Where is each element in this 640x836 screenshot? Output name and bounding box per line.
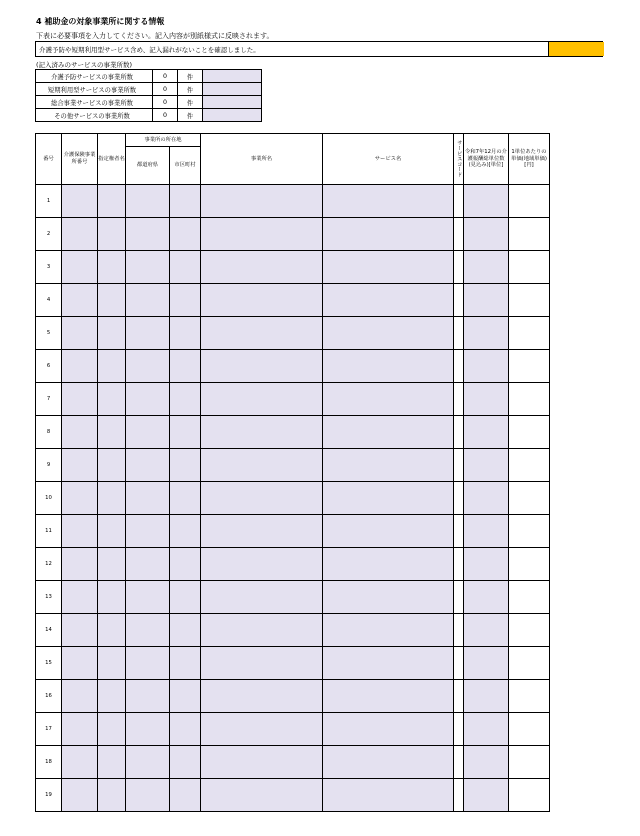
unit-price-cell [509,482,550,515]
service-code-cell [454,251,464,284]
office-name-cell[interactable] [201,680,323,713]
designator-cell[interactable] [98,746,126,779]
unit-price-cell [509,515,550,548]
city-cell[interactable] [170,251,201,284]
table-row [36,680,550,713]
office-number-cell[interactable] [62,614,98,647]
office-number-cell[interactable] [62,185,98,218]
summary-row [36,83,262,96]
row-number: 7 [36,383,62,416]
units-cell[interactable] [464,482,509,515]
table-row [36,548,550,581]
service-code-cell [454,416,464,449]
office-number-cell[interactable] [62,284,98,317]
prefecture-cell[interactable] [126,350,170,383]
office-name-cell[interactable] [201,416,323,449]
unit-price-cell [509,416,550,449]
service-name-cell[interactable] [323,647,454,680]
table-row [36,746,550,779]
city-cell[interactable] [170,383,201,416]
service-code-cell [454,713,464,746]
prefecture-cell[interactable] [126,284,170,317]
unit-price-cell [509,581,550,614]
table-row [36,482,550,515]
units-cell[interactable] [464,350,509,383]
confirmation-row [35,41,603,57]
header-service-code: サービスコード [454,134,464,185]
office-number-cell[interactable] [62,647,98,680]
designator-cell[interactable] [98,680,126,713]
unit-price-cell [509,614,550,647]
table-row [36,284,550,317]
city-cell[interactable] [170,449,201,482]
prefecture-cell[interactable] [126,383,170,416]
instruction-text: 下表に必要事項を入力してください。記入内容が別紙様式に反映されます。 [36,32,274,40]
units-cell[interactable] [464,515,509,548]
unit-price-cell [509,548,550,581]
table-row [36,383,550,416]
designator-cell[interactable] [98,251,126,284]
service-code-cell [454,317,464,350]
service-name-cell[interactable] [323,614,454,647]
office-number-cell[interactable] [62,581,98,614]
designator-cell[interactable] [98,779,126,812]
summary-row [36,70,262,83]
service-code-cell [454,614,464,647]
service-name-cell[interactable] [323,416,454,449]
city-cell[interactable] [170,482,201,515]
table-row [36,350,550,383]
service-code-cell [454,449,464,482]
prefecture-cell[interactable] [126,416,170,449]
office-name-cell[interactable] [201,515,323,548]
service-code-cell [454,515,464,548]
office-number-cell[interactable] [62,779,98,812]
office-number-cell[interactable] [62,680,98,713]
row-number: 16 [36,680,62,713]
office-name-cell[interactable] [201,482,323,515]
city-cell[interactable] [170,680,201,713]
header-prefecture: 都道府県 [126,147,170,185]
row-number: 8 [36,416,62,449]
office-name-cell[interactable] [201,317,323,350]
table-row [36,581,550,614]
service-code-cell [454,680,464,713]
row-number: 17 [36,713,62,746]
table-row [36,713,550,746]
confirmation-label: 介護予防や短期利用型サービス含め、記入漏れがないことを確認しました。 [39,46,260,54]
unit-price-cell [509,449,550,482]
row-number: 6 [36,350,62,383]
office-number-cell[interactable] [62,416,98,449]
summary-count: 0 [153,83,178,96]
unit-price-cell [509,746,550,779]
row-number: 19 [36,779,62,812]
prefecture-cell[interactable] [126,185,170,218]
row-number: 13 [36,581,62,614]
prefecture-cell[interactable] [126,515,170,548]
service-code-cell [454,383,464,416]
unit-price-cell [509,185,550,218]
city-cell[interactable] [170,548,201,581]
service-code-cell [454,581,464,614]
office-name-cell[interactable] [201,383,323,416]
header-office-name: 事業所名 [201,134,323,185]
prefecture-cell[interactable] [126,713,170,746]
office-name-cell[interactable] [201,647,323,680]
unit-price-cell [509,680,550,713]
unit-price-cell [509,383,550,416]
office-name-cell[interactable] [201,713,323,746]
units-cell[interactable] [464,779,509,812]
summary-input-cell[interactable] [203,96,262,109]
service-name-cell[interactable] [323,185,454,218]
service-code-cell [454,548,464,581]
designator-cell[interactable] [98,449,126,482]
office-name-cell[interactable] [201,350,323,383]
units-cell[interactable] [464,383,509,416]
office-number-cell[interactable] [62,713,98,746]
city-cell[interactable] [170,185,201,218]
city-cell[interactable] [170,647,201,680]
office-number-cell[interactable] [62,317,98,350]
units-cell[interactable] [464,218,509,251]
header-units: 令和7年12月の介護報酬総単位数(見込み)[単位] [464,134,509,185]
table-row [36,515,550,548]
service-name-cell[interactable] [323,680,454,713]
row-number: 10 [36,482,62,515]
service-name-cell[interactable] [323,746,454,779]
facility-table [35,133,550,812]
prefecture-cell[interactable] [126,614,170,647]
units-cell[interactable] [464,713,509,746]
prefecture-cell[interactable] [126,218,170,251]
office-name-cell[interactable] [201,746,323,779]
prefecture-cell[interactable] [126,581,170,614]
row-number: 11 [36,515,62,548]
unit-price-cell [509,647,550,680]
summary-label: 短期利用型サービスの事業所数 [36,83,153,96]
unit-price-cell [509,713,550,746]
service-name-cell[interactable] [323,779,454,812]
designator-cell[interactable] [98,383,126,416]
summary-unit: 件 [178,83,203,96]
unit-price-cell [509,317,550,350]
summary-label: その他サービスの事業所数 [36,109,153,122]
table-row [36,218,550,251]
row-number: 18 [36,746,62,779]
service-name-cell[interactable] [323,581,454,614]
summary-table [35,69,262,122]
row-number: 1 [36,185,62,218]
summary-input-cell[interactable] [203,70,262,83]
summary-unit: 件 [178,109,203,122]
service-code-cell [454,779,464,812]
service-code-cell [454,746,464,779]
prefecture-cell[interactable] [126,680,170,713]
service-name-cell[interactable] [323,284,454,317]
designator-cell[interactable] [98,416,126,449]
prefecture-cell[interactable] [126,746,170,779]
prefecture-cell[interactable] [126,449,170,482]
table-row [36,779,550,812]
units-cell[interactable] [464,680,509,713]
unit-price-cell [509,779,550,812]
service-code-cell [454,284,464,317]
office-number-cell[interactable] [62,746,98,779]
units-cell[interactable] [464,185,509,218]
units-cell[interactable] [464,317,509,350]
summary-unit: 件 [178,96,203,109]
unit-price-cell [509,284,550,317]
unit-price-cell [509,251,550,284]
designator-cell[interactable] [98,614,126,647]
header-unit-price: 1単位あたりの単価(地域単価)[円] [509,134,550,185]
service-name-cell[interactable] [323,548,454,581]
office-name-cell[interactable] [201,581,323,614]
office-number-cell[interactable] [62,383,98,416]
city-cell[interactable] [170,515,201,548]
service-name-cell[interactable] [323,383,454,416]
office-number-cell[interactable] [62,350,98,383]
units-cell[interactable] [464,548,509,581]
city-cell[interactable] [170,350,201,383]
prefecture-cell[interactable] [126,317,170,350]
row-number: 14 [36,614,62,647]
table-row [36,647,550,680]
units-cell[interactable] [464,581,509,614]
units-cell[interactable] [464,449,509,482]
summary-count: 0 [153,70,178,83]
city-cell[interactable] [170,614,201,647]
service-name-cell[interactable] [323,449,454,482]
designator-cell[interactable] [98,317,126,350]
office-number-cell[interactable] [62,482,98,515]
service-code-cell [454,482,464,515]
office-name-cell[interactable] [201,449,323,482]
city-cell[interactable] [170,317,201,350]
summary-row [36,96,262,109]
designator-cell[interactable] [98,350,126,383]
row-number: 4 [36,284,62,317]
designator-cell[interactable] [98,185,126,218]
office-name-cell[interactable] [201,548,323,581]
service-name-cell[interactable] [323,482,454,515]
prefecture-cell[interactable] [126,647,170,680]
office-name-cell[interactable] [201,779,323,812]
header-service-name: サービス名 [323,134,454,185]
units-cell[interactable] [464,746,509,779]
city-cell[interactable] [170,284,201,317]
units-cell[interactable] [464,416,509,449]
table-row [36,317,550,350]
service-name-cell[interactable] [323,317,454,350]
designator-cell[interactable] [98,548,126,581]
city-cell[interactable] [170,218,201,251]
summary-count: 0 [153,96,178,109]
summary-input-cell[interactable] [203,109,262,122]
service-code-cell [454,218,464,251]
designator-cell[interactable] [98,482,126,515]
service-name-cell[interactable] [323,251,454,284]
summary-count: 0 [153,109,178,122]
prefecture-cell[interactable] [126,779,170,812]
header-location: 事業所の所在地 [126,134,201,147]
service-code-cell [454,350,464,383]
office-name-cell[interactable] [201,185,323,218]
confirmation-checkbox-cell[interactable] [548,42,604,56]
office-name-cell[interactable] [201,284,323,317]
office-number-cell[interactable] [62,218,98,251]
summary-input-cell[interactable] [203,83,262,96]
office-name-cell[interactable] [201,218,323,251]
table-row [36,449,550,482]
units-cell[interactable] [464,284,509,317]
service-name-cell[interactable] [323,713,454,746]
row-number: 3 [36,251,62,284]
service-name-cell[interactable] [323,350,454,383]
header-number: 番号 [36,134,62,185]
summary-row [36,109,262,122]
service-name-cell[interactable] [323,218,454,251]
table-row [36,251,550,284]
header-city: 市区町村 [170,147,201,185]
service-code-cell [454,647,464,680]
prefecture-cell[interactable] [126,251,170,284]
designator-cell[interactable] [98,581,126,614]
summary-unit: 件 [178,70,203,83]
header-designator: 指定権者名 [98,134,126,185]
service-name-cell[interactable] [323,515,454,548]
summary-label: 介護予防サービスの事業所数 [36,70,153,83]
summary-label: 総合事業サービスの事業所数 [36,96,153,109]
table-row [36,614,550,647]
city-cell[interactable] [170,746,201,779]
row-number: 2 [36,218,62,251]
city-cell[interactable] [170,779,201,812]
row-number: 15 [36,647,62,680]
city-cell[interactable] [170,713,201,746]
header-office-number: 介護保険事業所番号 [62,134,98,185]
unit-price-cell [509,350,550,383]
city-cell[interactable] [170,581,201,614]
designator-cell[interactable] [98,515,126,548]
section-heading: 4 補助金の対象事業所に関する情報 [36,17,165,26]
office-number-cell[interactable] [62,548,98,581]
designator-cell[interactable] [98,647,126,680]
city-cell[interactable] [170,416,201,449]
summary-title: (記入済みのサービスの事業所数) [36,61,133,69]
prefecture-cell[interactable] [126,482,170,515]
office-name-cell[interactable] [201,614,323,647]
row-number: 5 [36,317,62,350]
unit-price-cell [509,218,550,251]
table-row [36,416,550,449]
office-number-cell[interactable] [62,515,98,548]
units-cell[interactable] [464,251,509,284]
row-number: 9 [36,449,62,482]
row-number: 12 [36,548,62,581]
units-cell[interactable] [464,614,509,647]
units-cell[interactable] [464,647,509,680]
prefecture-cell[interactable] [126,548,170,581]
office-number-cell[interactable] [62,449,98,482]
designator-cell[interactable] [98,713,126,746]
designator-cell[interactable] [98,284,126,317]
office-name-cell[interactable] [201,251,323,284]
office-number-cell[interactable] [62,251,98,284]
designator-cell[interactable] [98,218,126,251]
service-code-cell [454,185,464,218]
table-row [36,185,550,218]
